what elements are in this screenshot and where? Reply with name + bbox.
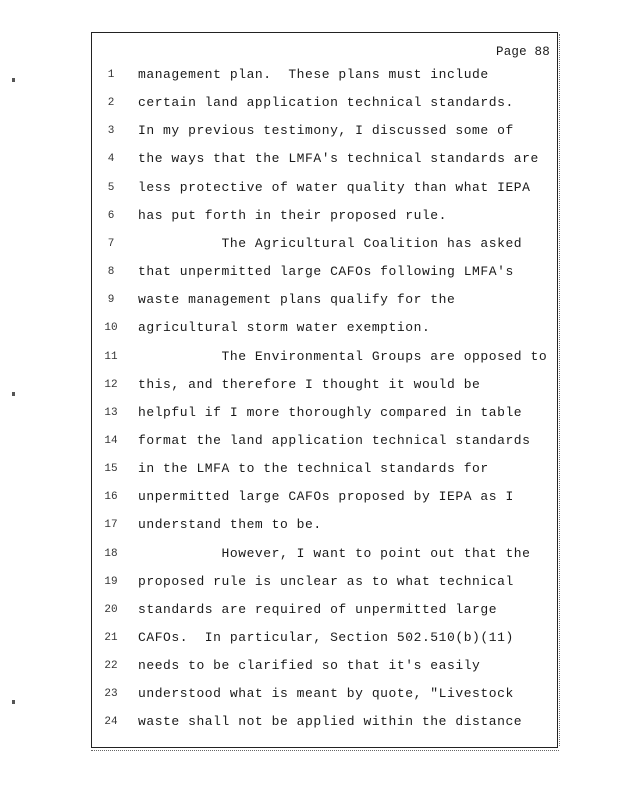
- line-number: 8: [107, 266, 115, 279]
- line-number: 4: [107, 153, 115, 166]
- transcript-line-text: this, and therefore I thought it would be: [138, 376, 481, 392]
- transcript-line-text: CAFOs. In particular, Section 502.510(b)(11): [138, 630, 514, 645]
- transcript-line-text: In my previous testimony, I discussed some of: [138, 123, 514, 139]
- line-number: 10: [104, 322, 118, 335]
- transcript-line-text: format the land application technical standards: [138, 432, 531, 448]
- line-number: 7: [107, 237, 115, 250]
- margin-scan-mark: [12, 392, 15, 396]
- transcript-line-text: needs to be clarified so that it's easily: [138, 658, 481, 674]
- line-number: 5: [107, 181, 115, 194]
- scan-edge-bottom: [91, 750, 559, 754]
- line-number: 17: [104, 519, 118, 532]
- line-number: 20: [104, 603, 118, 616]
- line-number: 13: [104, 406, 118, 419]
- line-number: 2: [107, 97, 115, 110]
- scan-edge-right: [559, 34, 562, 746]
- margin-scan-mark: [12, 78, 15, 82]
- line-number: 14: [104, 434, 118, 447]
- transcript-line-text: understand them to be.: [138, 517, 322, 533]
- line-number: 9: [107, 294, 115, 307]
- line-number: 1: [107, 69, 115, 81]
- transcript-line-text: has put forth in their proposed rule.: [138, 207, 447, 223]
- transcript-line-text: The Agricultural Coalition has asked: [138, 235, 523, 251]
- line-number: 19: [104, 575, 118, 588]
- transcript-line-text: unpermitted large CAFOs proposed by IEPA as I: [138, 489, 514, 505]
- page-number: Page 88: [496, 45, 550, 59]
- line-number: 21: [104, 632, 118, 644]
- transcript-line-text: management plan. These plans must include: [138, 67, 489, 82]
- transcript-line-text: However, I want to point out that the: [138, 545, 531, 561]
- transcript-line-text: the ways that the LMFA's technical standards are: [138, 151, 539, 167]
- line-number: 22: [104, 660, 118, 673]
- transcript-line-text: waste shall not be applied within the distance: [138, 714, 523, 730]
- line-number: 3: [107, 125, 115, 138]
- transcript-line-text: understood what is meant by quote, "Livestock: [138, 686, 514, 702]
- transcript-line-text: agricultural storm water exemption.: [138, 320, 431, 336]
- margin-scan-mark: [12, 700, 15, 704]
- transcript-line-text: in the LMFA to the technical standards for: [138, 461, 489, 477]
- line-number: 15: [104, 463, 118, 476]
- line-number: 11: [104, 350, 118, 363]
- line-number: 24: [104, 716, 118, 729]
- line-number: 18: [104, 547, 118, 560]
- transcript-line-text: The Environmental Groups are opposed to: [138, 348, 548, 364]
- transcript-line-text: proposed rule is unclear as to what technical: [138, 573, 514, 589]
- transcript-line-text: certain land application technical standards.: [138, 95, 514, 111]
- transcript-line-text: waste management plans qualify for the: [138, 292, 456, 308]
- transcript-line-text: less protective of water quality than what IEPA: [138, 179, 531, 195]
- transcript-line-text: that unpermitted large CAFOs following LMFA's: [138, 264, 514, 280]
- transcript-line-text: standards are required of unpermitted large: [138, 601, 498, 617]
- transcript-line-text: helpful if I more thoroughly compared in table: [138, 404, 523, 420]
- line-number: 23: [104, 688, 118, 701]
- line-number: 6: [107, 209, 115, 222]
- line-number: 16: [104, 491, 118, 504]
- line-number: 12: [104, 378, 118, 391]
